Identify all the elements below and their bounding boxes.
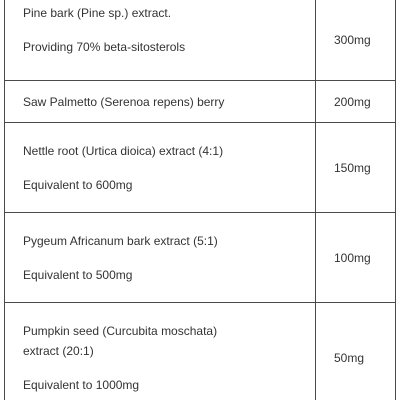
ingredient-note: Equivalent to 500mg <box>23 267 133 282</box>
ingredient-name: Nettle root (Urtica dioica) extract (4:1) <box>23 143 224 158</box>
amount-cell: 150mg <box>316 123 396 213</box>
ingredients-table <box>4 0 396 400</box>
ingredient-name: Pygeum Africanum bark extract (5:1) <box>23 233 218 248</box>
ingredient-cell <box>5 0 316 81</box>
ingredient-cell <box>5 213 316 303</box>
table-row <box>5 0 396 81</box>
ingredient-name: Saw Palmetto (Serenoa repens) berry <box>23 94 225 109</box>
amount-cell: 300mg <box>316 0 396 81</box>
ingredient-note: Equivalent to 1000mg <box>23 377 140 392</box>
ingredient-name: Pumpkin seed (Curcubita moschata) <box>23 323 218 338</box>
table-row <box>5 303 396 400</box>
ingredient-name-continued: extract (20:1) <box>23 343 94 358</box>
ingredient-note: Equivalent to 600mg <box>23 177 133 192</box>
ingredient-cell <box>5 123 316 213</box>
table-row <box>5 213 396 303</box>
table-row <box>5 123 396 213</box>
amount-cell: 100mg <box>316 213 396 303</box>
ingredient-note: Providing 70% beta-sitosterols <box>23 40 186 54</box>
amount-cell: 200mg <box>316 81 396 123</box>
amount-cell: 50mg <box>316 303 396 400</box>
ingredient-cell <box>5 81 316 123</box>
ingredient-name: Pine bark (Pine sp.) extract. <box>23 6 172 20</box>
ingredient-cell <box>5 303 316 400</box>
table-row <box>5 81 396 123</box>
